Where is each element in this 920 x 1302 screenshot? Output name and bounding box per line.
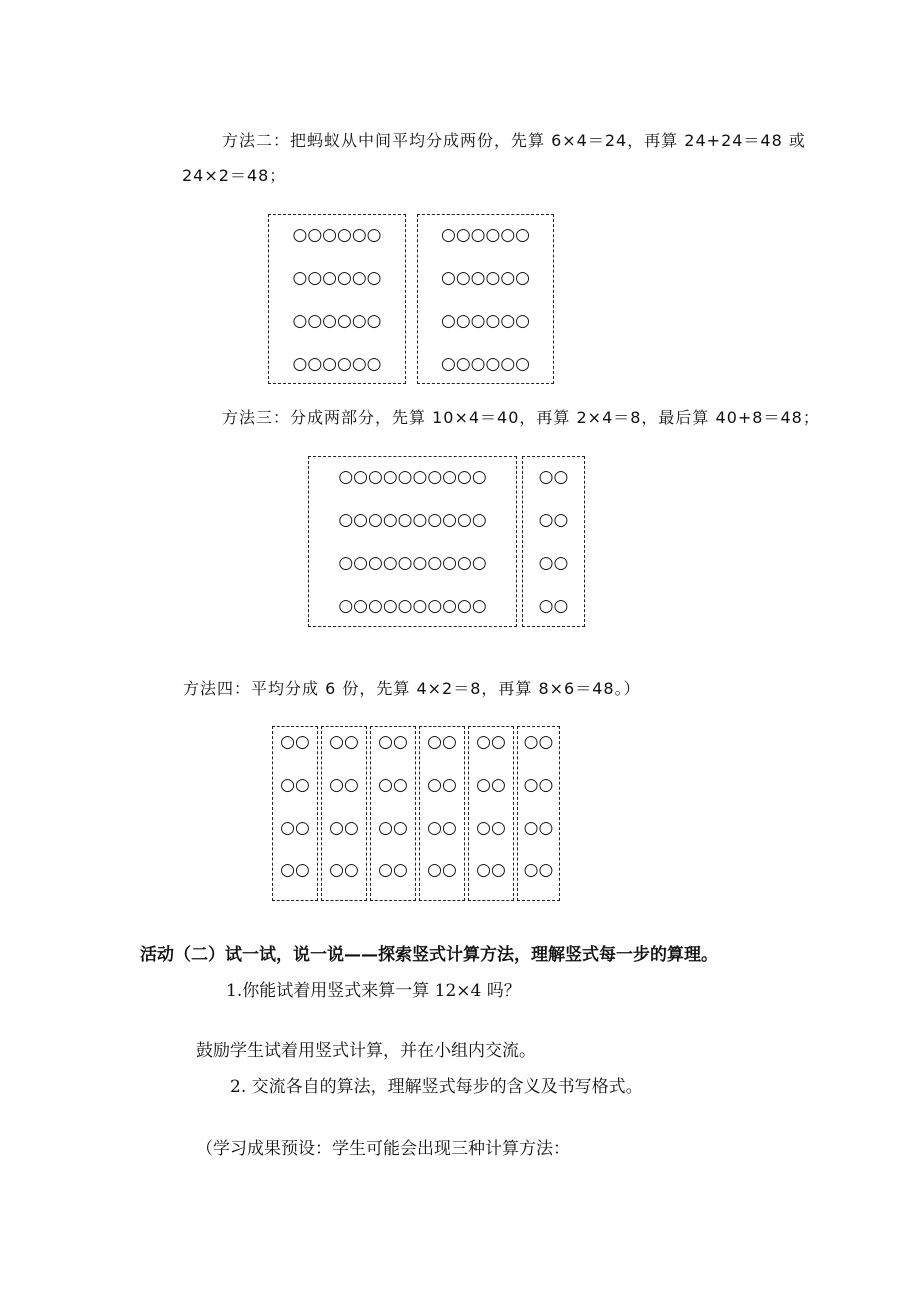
circle-row: ○○○○○○ — [292, 268, 382, 288]
method3-text: 方法三：分成两部分，先算 10×4＝40，再算 2×4＝8，最后算 40+8＝48； — [222, 408, 820, 427]
circle-row: ○○ — [523, 818, 554, 838]
circle-row: ○○ — [427, 818, 457, 838]
circle-row: ○○ — [378, 732, 408, 752]
circle-row: ○○○○○○ — [292, 225, 382, 245]
circle-row: ○○ — [538, 510, 569, 530]
circle-row: ○○ — [280, 775, 310, 795]
circle-row: ○○ — [476, 818, 506, 838]
method2-text-line1: 方法二：把蚂蚁从中间平均分成两份，先算 6×4＝24，再算 24+24＝48 或 — [222, 131, 806, 150]
circle-row: ○○ — [427, 860, 457, 880]
circle-row: ○○○○○○○○○○ — [338, 596, 487, 616]
method4-group-1 — [272, 726, 318, 901]
circle-row: ○○ — [280, 818, 310, 838]
circle-row: ○○ — [523, 775, 554, 795]
circle-row: ○○ — [329, 818, 359, 838]
method4-group-3 — [370, 726, 416, 901]
activity2-paragraph-1: 鼓励学生试着用竖式计算，并在小组内交流。 — [196, 1041, 536, 1061]
circle-row: ○○ — [427, 732, 457, 752]
circle-row: ○○ — [329, 775, 359, 795]
method4-text: 方法四：平均分成 6 份，先算 4×2＝8，再算 8×6＝48。） — [183, 679, 641, 698]
circle-row: ○○ — [538, 553, 569, 573]
circle-row: ○○ — [378, 818, 408, 838]
circle-row: ○○ — [523, 732, 554, 752]
activity2-heading: 活动（二）试一试，说一说——探索竖式计算方法，理解竖式每一步的算理。 — [140, 945, 718, 965]
circle-row: ○○ — [476, 860, 506, 880]
circle-row: ○○○○○○ — [292, 311, 382, 331]
circle-row: ○○○○○○○○○○ — [338, 467, 487, 487]
circle-row: ○○○○○○ — [292, 354, 382, 374]
circle-row: ○○ — [476, 732, 506, 752]
circle-row: ○○ — [538, 596, 569, 616]
circle-row: ○○ — [280, 732, 310, 752]
circle-row: ○○ — [427, 775, 457, 795]
circle-row: ○○○○○○○○○○ — [338, 553, 487, 573]
circle-row: ○○ — [476, 775, 506, 795]
method4-group-2 — [321, 726, 367, 901]
method2-text-line2: 24×2＝48； — [182, 166, 287, 185]
circle-row: ○○ — [378, 860, 408, 880]
method2-group-left — [268, 214, 406, 384]
method3-group-tens — [308, 456, 517, 627]
circle-row: ○○○○○○○○○○ — [338, 510, 487, 530]
circle-row: ○○○○○○ — [440, 268, 530, 288]
activity2-question-1: 1.你能试着用竖式来算一算 12×4 吗？ — [226, 981, 521, 1001]
method2-group-right — [417, 214, 554, 384]
circle-row: ○○ — [329, 860, 359, 880]
method4-group-4 — [419, 726, 465, 901]
circle-row: ○○○○○○ — [440, 225, 530, 245]
circle-row: ○○ — [538, 467, 569, 487]
circle-row: ○○ — [280, 860, 310, 880]
method4-group-6 — [517, 726, 560, 901]
circle-row: ○○○○○○ — [440, 354, 530, 374]
circle-row: ○○ — [523, 860, 554, 880]
circle-row: ○○ — [329, 732, 359, 752]
circle-row: ○○ — [378, 775, 408, 795]
circle-row: ○○○○○○ — [440, 311, 530, 331]
activity2-question-2: 2. 交流各自的算法，理解竖式每步的含义及书写格式。 — [230, 1077, 643, 1097]
method4-group-5 — [468, 726, 514, 901]
activity2-paragraph-2: （学习成果预设：学生可能会出现三种计算方法： — [196, 1139, 570, 1159]
method3-group-ones — [522, 456, 585, 627]
